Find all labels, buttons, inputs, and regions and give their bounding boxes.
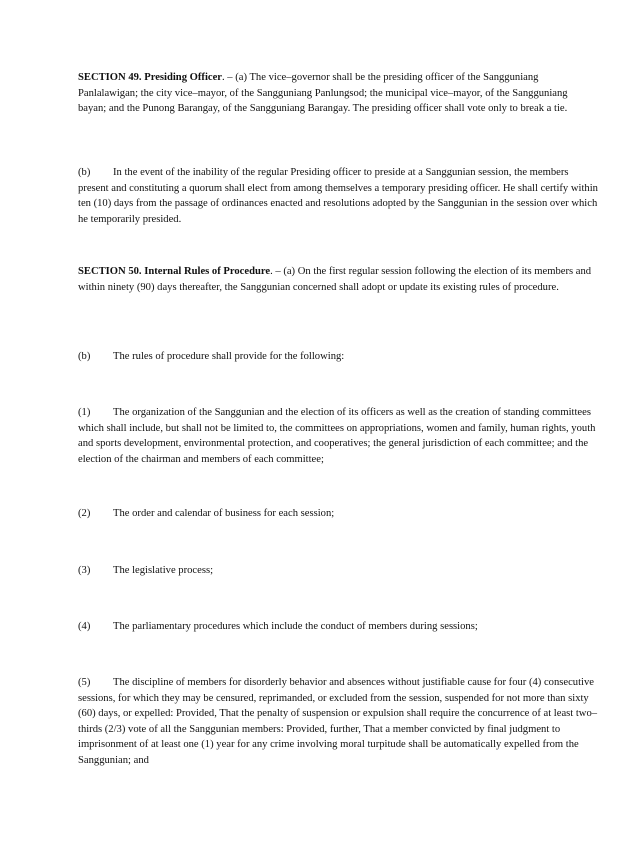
list-item-1 bbox=[78, 405, 598, 467]
section-49-body: . – (a) The vice–governor shall be the presiding officer of the Sangguniang Panlalawigan; the city vice–mayor, of the Sangguniang Panlungsod; the municipal vice–mayor, of the Sangguniang bayan; and the Punong Barangay, of the Sangguniang Barangay. The presiding officer shall vote only to break a tie. bbox=[78, 72, 568, 115]
section-50-paragraph bbox=[78, 264, 598, 295]
list-item-text: The legislative process; bbox=[113, 565, 214, 576]
list-item-text: The parliamentary procedures which include the conduct of members during sessions; bbox=[113, 621, 478, 632]
list-item-number: (3) bbox=[78, 565, 91, 576]
section-49-b-number: (b) bbox=[78, 167, 91, 178]
list-item-4 bbox=[78, 619, 598, 635]
section-49-heading: SECTION 49. Presiding Officer bbox=[78, 72, 222, 83]
section-49-paragraph bbox=[78, 70, 598, 117]
section-50-b-number: (b) bbox=[78, 351, 91, 362]
list-item-number: (4) bbox=[78, 621, 91, 632]
list-item-text: The order and calendar of business for each session; bbox=[113, 508, 335, 519]
section-50-b-text: The rules of procedure shall provide for the following: bbox=[113, 351, 345, 362]
list-item-2 bbox=[78, 506, 598, 522]
section-49-b-text: In the event of the inability of the regular Presiding officer to preside at a Sanggunian session, the members present and constituting a quorum shall elect from among themselves a temporary presiding officer. He shall certify within ten (10) days from the passage of ordinances enacted and resolutions adopted by the Sanggunian in the session over which he temporarily presided. bbox=[78, 167, 598, 225]
section-50-b-paragraph bbox=[78, 349, 598, 365]
section-49-b-paragraph bbox=[78, 165, 598, 227]
list-item-number: (1) bbox=[78, 407, 91, 418]
section-50-heading: SECTION 50. Internal Rules of Procedure bbox=[78, 266, 271, 277]
list-item-5 bbox=[78, 675, 598, 769]
list-item-text: The organization of the Sanggunian and the election of its officers as well as the creation of standing committees which shall include, but shall not be limited to, the committees on appropriations, women and family, human rights, youth and sports development, environmental protection, and cooperatives; the general jurisdiction of each committee; and the election of the chairman and members of each committee; bbox=[78, 407, 596, 465]
section-50-body: . – (a) On the first regular session following the election of its members and within ninety (90) days thereafter, the Sanggunian concerned shall adopt or update its existing rules of procedure. bbox=[78, 266, 592, 293]
list-item-number: (5) bbox=[78, 677, 91, 688]
list-item-text: The discipline of members for disorderly behavior and absences without justifiable cause for four (4) consecutive sessions, for which they may be censured, reprimanded, or excluded from the session, suspended for not more than sixty (60) days, or expelled: Provided, That the penalty of suspension or expulsion shall require the concurrence of at least two–thirds (2/3) vote of all the Sanggunian members: Provided, further, That a member convicted by final judgment to imprisonment of at least one (1) year for any crime involving moral turpitude shall be automatically expelled from the Sanggunian; and bbox=[78, 677, 598, 766]
list-item-number: (2) bbox=[78, 508, 91, 519]
list-item-3 bbox=[78, 563, 598, 579]
